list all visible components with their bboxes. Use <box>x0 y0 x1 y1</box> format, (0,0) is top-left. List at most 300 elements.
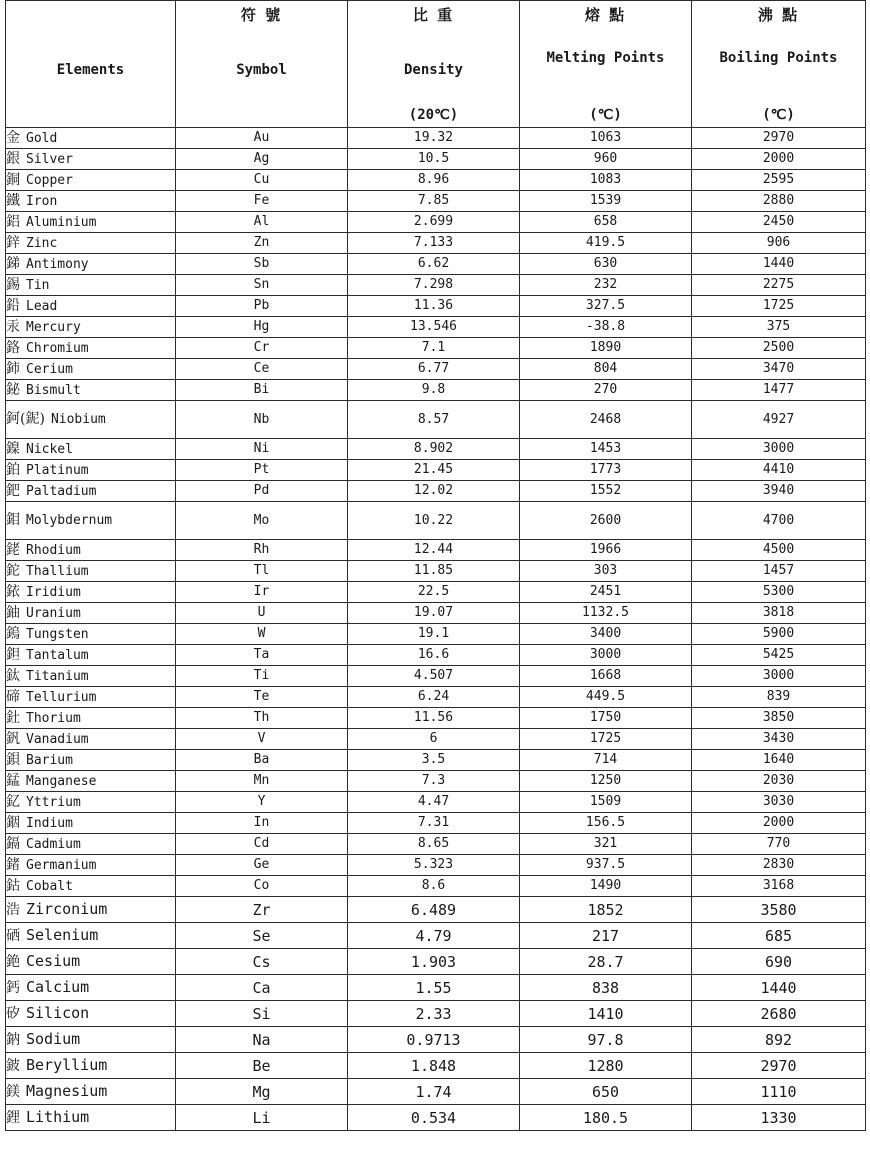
density-cell: 11.85 <box>348 561 520 582</box>
boiling-point-cell: 3940 <box>692 481 866 502</box>
table-row <box>6 561 866 582</box>
element-name-cell <box>6 359 176 380</box>
table-row <box>6 1001 866 1027</box>
melting-point-cell: 217 <box>520 923 692 949</box>
element-name-cell <box>6 687 176 708</box>
boiling-point-cell: 1457 <box>692 561 866 582</box>
element-name-cell <box>6 170 176 191</box>
boiling-point-cell: 1640 <box>692 750 866 771</box>
element-name-cell <box>6 401 176 439</box>
boiling-point-cell: 3000 <box>692 666 866 687</box>
element-name-en: Sodium <box>26 1030 81 1048</box>
element-name-en: Tungsten <box>26 626 89 642</box>
element-name-cell <box>6 149 176 170</box>
table-row <box>6 687 866 708</box>
element-name-zh: 鉻 <box>6 339 20 356</box>
melting-point-cell: 1725 <box>520 729 692 750</box>
element-name-zh: 釩 <box>6 730 20 747</box>
element-name-cell <box>6 603 176 624</box>
density-cell: 4.79 <box>348 923 520 949</box>
melting-point-cell: 28.7 <box>520 949 692 975</box>
table-row <box>6 540 866 561</box>
density-cell: 0.534 <box>348 1105 520 1131</box>
melting-point-cell: 327.5 <box>520 296 692 317</box>
header-boiling-unit: (℃) <box>762 107 795 123</box>
boiling-point-cell: 2450 <box>692 212 866 233</box>
header-density <box>348 1 520 128</box>
element-name-cell <box>6 624 176 645</box>
density-cell: 12.44 <box>348 540 520 561</box>
symbol-cell: Ce <box>176 359 348 380</box>
table-row <box>6 876 866 897</box>
element-name-zh: 鈉 <box>6 1032 20 1048</box>
melting-point-cell: 1750 <box>520 708 692 729</box>
boiling-point-cell: 2830 <box>692 855 866 876</box>
table-row <box>6 834 866 855</box>
element-name-cell <box>6 582 176 603</box>
melting-point-cell: 1410 <box>520 1001 692 1027</box>
element-name-cell <box>6 481 176 502</box>
elements-table <box>5 0 866 1131</box>
boiling-point-cell: 2970 <box>692 128 866 149</box>
element-name-en: Lithium <box>26 1108 90 1126</box>
element-name-cell <box>6 645 176 666</box>
element-name-cell <box>6 771 176 792</box>
element-name-zh: 鋅 <box>6 234 20 251</box>
table-row <box>6 170 866 191</box>
melting-point-cell: 630 <box>520 254 692 275</box>
symbol-cell: Ta <box>176 645 348 666</box>
boiling-point-cell: 3168 <box>692 876 866 897</box>
element-name-cell <box>6 439 176 460</box>
element-name-cell <box>6 876 176 897</box>
element-name-en: Tellurium <box>26 689 97 705</box>
symbol-cell: W <box>176 624 348 645</box>
symbol-cell: Zn <box>176 233 348 254</box>
symbol-cell: Ir <box>176 582 348 603</box>
melting-point-cell: 804 <box>520 359 692 380</box>
symbol-cell: Mo <box>176 502 348 540</box>
table-row <box>6 750 866 771</box>
melting-point-cell: 1852 <box>520 897 692 923</box>
table-row <box>6 771 866 792</box>
symbol-cell: Ni <box>176 439 348 460</box>
symbol-cell: In <box>176 813 348 834</box>
density-cell: 6.62 <box>348 254 520 275</box>
element-name-zh: 釷 <box>6 709 20 726</box>
melting-point-cell: 1539 <box>520 191 692 212</box>
element-name-en: Gold <box>26 130 58 146</box>
melting-point-cell: 1280 <box>520 1053 692 1079</box>
density-cell: 2.33 <box>348 1001 520 1027</box>
element-name-en: Thorium <box>26 710 81 726</box>
header-row <box>6 1 866 128</box>
table-row <box>6 729 866 750</box>
density-cell: 6.24 <box>348 687 520 708</box>
element-name-cell <box>6 1001 176 1027</box>
symbol-cell: Th <box>176 708 348 729</box>
table-row <box>6 1079 866 1105</box>
density-cell: 10.22 <box>348 502 520 540</box>
boiling-point-cell: 4500 <box>692 540 866 561</box>
symbol-cell: Pb <box>176 296 348 317</box>
density-cell: 11.56 <box>348 708 520 729</box>
element-name-cell <box>6 1027 176 1053</box>
element-name-en: Yttrium <box>26 794 81 810</box>
density-cell: 8.65 <box>348 834 520 855</box>
element-name-zh: 銥 <box>6 583 20 600</box>
element-name-en: Cerium <box>26 361 73 377</box>
element-name-en: Paltadium <box>26 483 97 499</box>
boiling-point-cell: 1725 <box>692 296 866 317</box>
symbol-cell: Na <box>176 1027 348 1053</box>
density-cell: 7.298 <box>348 275 520 296</box>
element-name-cell <box>6 460 176 481</box>
element-name-zh: 鈦 <box>6 667 20 684</box>
table-row <box>6 502 866 540</box>
symbol-cell: Y <box>176 792 348 813</box>
element-name-en: Vanadium <box>26 731 89 747</box>
element-name-en: Rhodium <box>26 542 81 558</box>
element-name-cell <box>6 750 176 771</box>
element-name-cell <box>6 338 176 359</box>
boiling-point-cell: 1110 <box>692 1079 866 1105</box>
table-header <box>6 1 866 128</box>
table-row <box>6 275 866 296</box>
boiling-point-cell: 3580 <box>692 897 866 923</box>
element-name-en: Zirconium <box>26 900 108 918</box>
symbol-cell: Ti <box>176 666 348 687</box>
density-cell: 8.57 <box>348 401 520 439</box>
melting-point-cell: 321 <box>520 834 692 855</box>
element-name-en: Platinum <box>26 462 89 478</box>
element-name-zh: 釔 <box>6 793 20 810</box>
element-name-en: Manganese <box>26 773 97 789</box>
element-name-zh: 鈾 <box>6 604 20 621</box>
boiling-point-cell: 839 <box>692 687 866 708</box>
element-name-en: Cadmium <box>26 836 81 852</box>
element-name-zh: 銅 <box>6 171 20 188</box>
symbol-cell: Ge <box>176 855 348 876</box>
melting-point-cell: 2451 <box>520 582 692 603</box>
symbol-cell: Ag <box>176 149 348 170</box>
header-boiling-zh: 沸 點 <box>757 6 800 24</box>
symbol-cell: Cr <box>176 338 348 359</box>
density-cell: 3.5 <box>348 750 520 771</box>
symbol-cell: Bi <box>176 380 348 401</box>
density-cell: 6.489 <box>348 897 520 923</box>
table-row <box>6 1027 866 1053</box>
element-name-en: Calcium <box>26 978 90 996</box>
symbol-cell: Ba <box>176 750 348 771</box>
element-name-zh: 銻 <box>6 255 20 272</box>
element-name-cell <box>6 296 176 317</box>
boiling-point-cell: 3818 <box>692 603 866 624</box>
density-cell: 2.699 <box>348 212 520 233</box>
table-row <box>6 603 866 624</box>
melting-point-cell: 838 <box>520 975 692 1001</box>
symbol-cell: Mn <box>176 771 348 792</box>
density-cell: 4.47 <box>348 792 520 813</box>
element-name-zh: 硒 <box>6 928 20 944</box>
element-name-en: Magnesium <box>26 1082 108 1100</box>
header-boiling <box>692 1 866 128</box>
boiling-point-cell: 375 <box>692 317 866 338</box>
element-name-en: Tantalum <box>26 647 89 663</box>
element-name-en: Uranium <box>26 605 81 621</box>
boiling-point-cell: 3030 <box>692 792 866 813</box>
symbol-cell: Se <box>176 923 348 949</box>
table-row <box>6 949 866 975</box>
element-name-zh: 錳 <box>6 772 20 789</box>
boiling-point-cell: 2500 <box>692 338 866 359</box>
density-cell: 5.323 <box>348 855 520 876</box>
melting-point-cell: 156.5 <box>520 813 692 834</box>
element-name-en: Niobium <box>50 412 106 427</box>
melting-point-cell: 270 <box>520 380 692 401</box>
melting-point-cell: 1490 <box>520 876 692 897</box>
table-row <box>6 191 866 212</box>
boiling-point-cell: 1477 <box>692 380 866 401</box>
density-cell: 6 <box>348 729 520 750</box>
table-row <box>6 666 866 687</box>
element-name-cell <box>6 233 176 254</box>
table-row <box>6 708 866 729</box>
density-cell: 1.848 <box>348 1053 520 1079</box>
boiling-point-cell: 3850 <box>692 708 866 729</box>
symbol-cell: Be <box>176 1053 348 1079</box>
element-name-en: Copper <box>26 172 73 188</box>
element-name-en: Lead <box>26 298 58 314</box>
element-name-zh: 鎢 <box>6 625 20 642</box>
melting-point-cell: 2600 <box>520 502 692 540</box>
density-cell: 22.5 <box>348 582 520 603</box>
table-row <box>6 855 866 876</box>
element-name-zh: 鉍 <box>6 381 20 398</box>
density-cell: 19.32 <box>348 128 520 149</box>
element-name-zh: 鈰 <box>6 360 20 377</box>
melting-point-cell: 960 <box>520 149 692 170</box>
melting-point-cell: -38.8 <box>520 317 692 338</box>
element-name-cell <box>6 191 176 212</box>
element-name-en: Silver <box>26 151 73 167</box>
element-name-zh: 鉬 <box>6 512 20 528</box>
header-density-zh: 比 重 <box>412 6 455 24</box>
symbol-cell: Fe <box>176 191 348 212</box>
element-name-zh: 銫 <box>6 954 20 970</box>
element-name-en: Beryllium <box>26 1056 108 1074</box>
element-name-en: Chromium <box>26 340 89 356</box>
boiling-point-cell: 5900 <box>692 624 866 645</box>
table-row <box>6 296 866 317</box>
element-name-en: Cesium <box>26 952 81 970</box>
header-melting-unit: (℃) <box>589 107 622 123</box>
element-name-zh: 鎂 <box>6 1084 20 1100</box>
density-cell: 19.07 <box>348 603 520 624</box>
melting-point-cell: 1063 <box>520 128 692 149</box>
header-melting-zh: 熔 點 <box>584 6 627 24</box>
symbol-cell: Cd <box>176 834 348 855</box>
boiling-point-cell: 2275 <box>692 275 866 296</box>
boiling-point-cell: 690 <box>692 949 866 975</box>
header-boiling-en: Boiling Points <box>719 50 838 66</box>
boiling-point-cell: 2970 <box>692 1053 866 1079</box>
element-name-en: Iron <box>26 193 58 209</box>
density-cell: 19.1 <box>348 624 520 645</box>
element-name-zh: 鋰 <box>6 1110 20 1126</box>
melting-point-cell: 714 <box>520 750 692 771</box>
symbol-cell: Au <box>176 128 348 149</box>
boiling-point-cell: 2595 <box>692 170 866 191</box>
header-elements <box>6 1 176 128</box>
element-name-en: Cobalt <box>26 878 73 894</box>
boiling-point-cell: 4927 <box>692 401 866 439</box>
melting-point-cell: 1773 <box>520 460 692 481</box>
table-row <box>6 128 866 149</box>
boiling-point-cell: 4700 <box>692 502 866 540</box>
header-melting-en: Melting Points <box>546 50 665 66</box>
boiling-point-cell: 1440 <box>692 254 866 275</box>
header-symbol-en: Symbol <box>236 62 287 78</box>
table-row <box>6 401 866 439</box>
table-row <box>6 338 866 359</box>
element-name-zh: 鋁 <box>6 213 20 230</box>
symbol-cell: Tl <box>176 561 348 582</box>
symbol-cell: Al <box>176 212 348 233</box>
element-name-zh: 鈹 <box>6 1058 20 1074</box>
element-name-cell <box>6 128 176 149</box>
element-name-cell <box>6 975 176 1001</box>
boiling-point-cell: 2680 <box>692 1001 866 1027</box>
element-name-en: Titanium <box>26 668 89 684</box>
element-name-zh: 銀 <box>6 150 20 167</box>
element-name-cell <box>6 792 176 813</box>
symbol-cell: Mg <box>176 1079 348 1105</box>
element-name-zh: 鎘 <box>6 835 20 852</box>
boiling-point-cell: 685 <box>692 923 866 949</box>
melting-point-cell: 1132.5 <box>520 603 692 624</box>
density-cell: 10.5 <box>348 149 520 170</box>
element-name-cell <box>6 561 176 582</box>
element-name-cell <box>6 855 176 876</box>
element-name-zh: 汞 <box>6 318 20 335</box>
density-cell: 6.77 <box>348 359 520 380</box>
table-row <box>6 254 866 275</box>
boiling-point-cell: 3000 <box>692 439 866 460</box>
element-name-cell <box>6 708 176 729</box>
boiling-point-cell: 770 <box>692 834 866 855</box>
melting-point-cell: 3400 <box>520 624 692 645</box>
table-row <box>6 460 866 481</box>
element-name-zh: 鉑 <box>6 461 20 478</box>
density-cell: 16.6 <box>348 645 520 666</box>
symbol-cell: Ca <box>176 975 348 1001</box>
boiling-point-cell: 906 <box>692 233 866 254</box>
melting-point-cell: 1552 <box>520 481 692 502</box>
element-name-cell <box>6 502 176 540</box>
boiling-point-cell: 5300 <box>692 582 866 603</box>
element-name-zh: 碲 <box>6 688 20 705</box>
header-density-unit: (20℃) <box>408 107 459 123</box>
header-elements-en: Elements <box>56 62 125 78</box>
element-name-zh: 鈳(鈮) <box>6 411 45 427</box>
element-name-en: Germanium <box>26 857 97 873</box>
element-name-en: Thallium <box>26 563 89 579</box>
element-name-cell <box>6 949 176 975</box>
symbol-cell: Pt <box>176 460 348 481</box>
melting-point-cell: 1890 <box>520 338 692 359</box>
table-row <box>6 975 866 1001</box>
element-name-zh: 鈣 <box>6 980 20 996</box>
symbol-cell: Rh <box>176 540 348 561</box>
table-row <box>6 317 866 338</box>
density-cell: 9.8 <box>348 380 520 401</box>
element-name-en: Bismult <box>26 382 81 398</box>
melting-point-cell: 180.5 <box>520 1105 692 1131</box>
density-cell: 13.546 <box>348 317 520 338</box>
element-name-zh: 鋇 <box>6 751 20 768</box>
table-row <box>6 212 866 233</box>
symbol-cell: Co <box>176 876 348 897</box>
table-row <box>6 149 866 170</box>
element-name-cell <box>6 1079 176 1105</box>
element-name-zh: 鍺 <box>6 856 20 873</box>
element-name-cell <box>6 923 176 949</box>
header-symbol <box>176 1 348 128</box>
element-name-zh: 鉭 <box>6 646 20 663</box>
density-cell: 1.74 <box>348 1079 520 1105</box>
header-symbol-zh: 符 號 <box>240 6 283 24</box>
melting-point-cell: 3000 <box>520 645 692 666</box>
table-row <box>6 624 866 645</box>
boiling-point-cell: 2880 <box>692 191 866 212</box>
table-row <box>6 439 866 460</box>
element-name-zh: 銦 <box>6 814 20 831</box>
table-body <box>6 128 866 1131</box>
table-row <box>6 645 866 666</box>
symbol-cell: Te <box>176 687 348 708</box>
melting-point-cell: 1668 <box>520 666 692 687</box>
header-melting <box>520 1 692 128</box>
symbol-cell: Pd <box>176 481 348 502</box>
element-name-cell <box>6 317 176 338</box>
element-name-cell <box>6 813 176 834</box>
symbol-cell: Zr <box>176 897 348 923</box>
table-row <box>6 1105 866 1131</box>
boiling-point-cell: 3430 <box>692 729 866 750</box>
melting-point-cell: 449.5 <box>520 687 692 708</box>
header-density-en: Density <box>403 62 463 78</box>
table-row <box>6 582 866 603</box>
element-name-zh: 鉛 <box>6 297 20 314</box>
table-row <box>6 1053 866 1079</box>
element-name-cell <box>6 1053 176 1079</box>
table-row <box>6 359 866 380</box>
element-name-zh: 鎳 <box>6 440 20 457</box>
melting-point-cell: 658 <box>520 212 692 233</box>
density-cell: 1.903 <box>348 949 520 975</box>
table-row <box>6 897 866 923</box>
element-name-zh: 鐵 <box>6 192 20 209</box>
density-cell: 8.6 <box>348 876 520 897</box>
element-name-cell <box>6 834 176 855</box>
element-name-cell <box>6 275 176 296</box>
element-name-zh: 鉈 <box>6 562 20 579</box>
table-row <box>6 380 866 401</box>
element-name-en: Iridium <box>26 584 81 600</box>
element-name-en: Antimony <box>26 256 89 272</box>
element-name-en: Nickel <box>26 441 73 457</box>
